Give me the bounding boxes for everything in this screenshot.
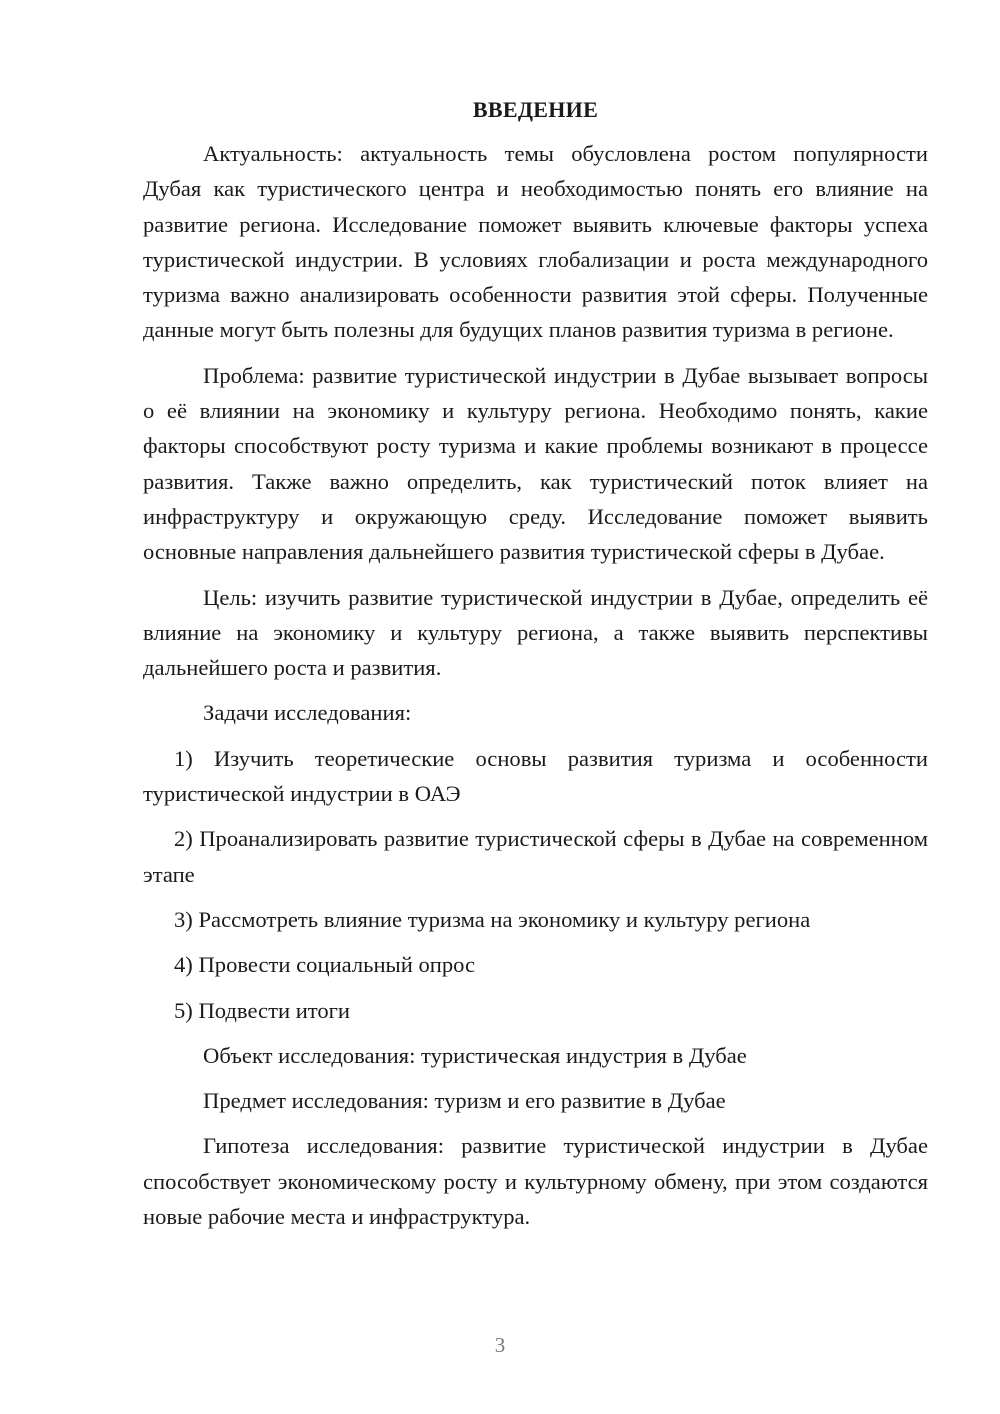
subject-paragraph: Предмет исследования: туризм и его развитие в Дубае (203, 1088, 726, 1114)
section-heading: ВВЕДЕНИЕ (472, 97, 599, 122)
task-item-5: 5) Подвести итоги (174, 997, 351, 1023)
task-item-2: 2) Проанализировать развитие туристической сферы в Дубае на современном этапе (143, 826, 928, 887)
relevance-paragraph: Актуальность: актуальность темы обусловлена ростом популярности Дубая как туристического центра и необходимостью понять его влияние на развитие региона. Исследование поможет выявить ключевые факторы успеха туристической индустрии. В условиях глобализации и роста международного туризма важно анализировать особенности развития этой сферы. Полученные данные могут быть полезны для будущих планов развития туризма в регионе. (143, 141, 928, 343)
object-paragraph: Объект исследования: туристическая индустрия в Дубае (203, 1042, 747, 1068)
tasks-heading: Задачи исследования: (203, 700, 412, 726)
page-number: 3 (494, 1333, 506, 1357)
problem-paragraph: Проблема: развитие туристической индустрии в Дубае вызывает вопросы о её влиянии на экономику и культуру региона. Необходимо понять, какие факторы способствуют росту туризма и какие проблемы возникают в процессе развития. Также важно определить, как туристический поток влияет на инфраструктуру и окружающую среду. Исследование поможет выявить основные направления дальнейшего развития туристической сферы в Дубае. (143, 362, 928, 565)
task-item-1: 1) Изучить теоретические основы развития туризма и особенности туристической индустрии в ОАЭ (143, 745, 928, 807)
goal-paragraph: Цель: изучить развитие туристической индустрии в Дубае, определить её влияние на экономику и культуру региона, а также выявить перспективы дальнейшего роста и развития. (143, 584, 928, 681)
task-item-3: 3) Рассмотреть влияние туризма на экономику и культуру региона (174, 906, 811, 932)
task-item-4: 4) Провести социальный опрос (174, 952, 476, 978)
document-page (143, 92, 928, 1234)
hypothesis-paragraph: Гипотеза исследования: развитие туристической индустрии в Дубае способствует экономическому росту и культурному обмену, при этом создаются новые рабочие места и инфраструктура. (143, 1133, 928, 1230)
